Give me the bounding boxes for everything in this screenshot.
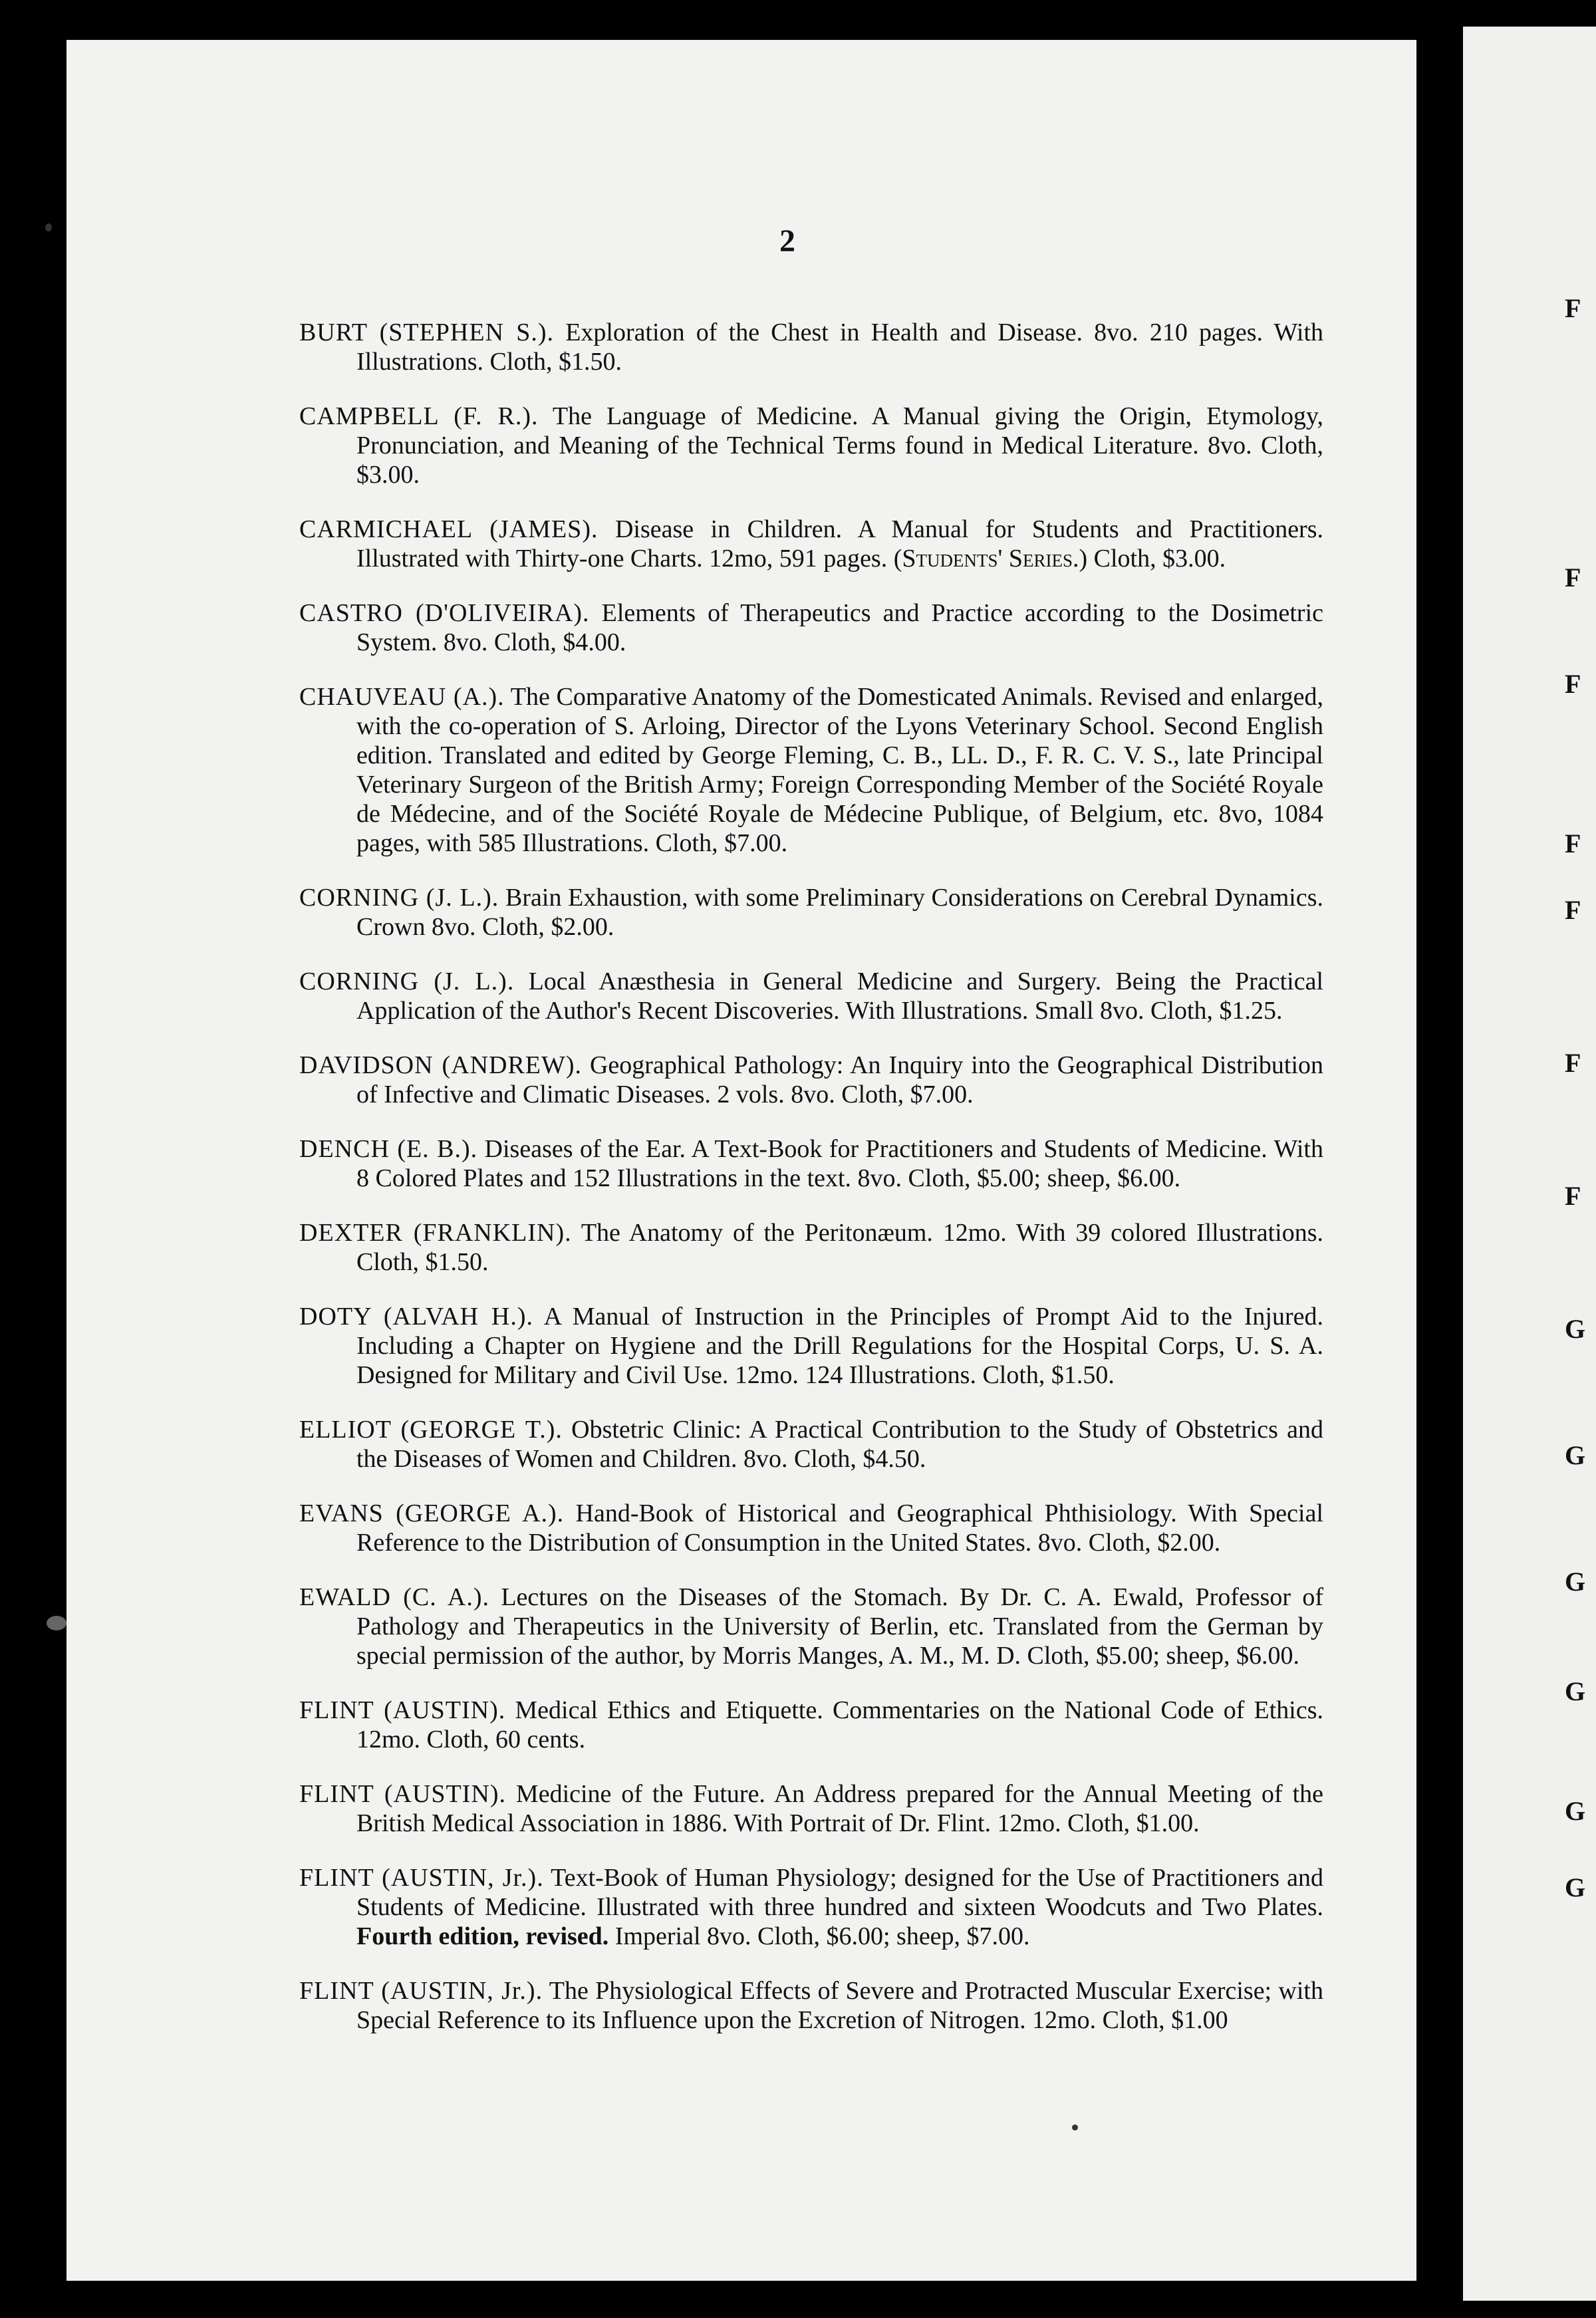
margin-letter: G [1565,1567,1586,1597]
margin-letter: G [1565,1796,1586,1826]
entry-text: Lectures on the Diseases of the Stomach. By Dr. C. A. Ewald, Professor of Pathology and Therapeutics in the University of Berlin, etc. Translated from the German by special permission of the author, by Morris Manges, A. M., M. D. Cloth, $5.00; sheep, $6.00. [356,1583,1323,1670]
entry-author: CHAUVEAU (A.). [299,683,505,711]
entry-text: Medicine of the Future. An Address prepared for the Annual Meeting of the British Medical Association in 1886. With Portrait of Dr. Flint. 12mo. Cloth, $1.00. [356,1780,1323,1837]
entry [299,1976,1323,2035]
entry-text: Obstetric Clinic: A Practical Contribution to the Study of Obstetrics and the Diseases of Women and Children. 8vo. Cloth, $4.50. [356,1416,1323,1473]
margin-letter: F [1565,895,1581,925]
entry-author: FLINT (AUSTIN, Jr.). [299,1977,543,2005]
margin-letter: F [1565,1048,1581,1078]
entry-edition: Fourth edition, revised. [356,1922,609,1950]
margin-letter: F [1565,669,1581,699]
entry-text: A Manual of Instruction in the Principles of Prompt Aid to the Injured. Including a Chapter on Hygiene and the Drill Regulations for the Hospital Corps, U. S. A. Designed for Military and Civil Use. 12mo. 124 Illustrations. Cloth, $1.50. [356,1303,1323,1389]
margin-letter: G [1565,1314,1586,1344]
entry-series: (Students' Series.) [893,545,1088,573]
scan-speck [1072,2125,1078,2130]
entry [299,967,1323,1025]
entry-text-after: Cloth, $3.00. [1093,545,1226,573]
margin-letter: F [1565,1181,1581,1211]
scan-speck [47,1616,66,1630]
entry-author: DENCH (E. B.). [299,1135,478,1163]
entry-author: DOTY (ALVAH H.). [299,1303,533,1331]
entry-text-after: Imperial 8vo. Cloth, $6.00; sheep, $7.00. [614,1922,1030,1950]
entry-text: Geographical Pathology: An Inquiry into the Geographical Distribution of Infective and Climatic Diseases. 2 vols. 8vo. Cloth, $7.00. [356,1051,1323,1108]
entry-author: CARMICHAEL (JAMES). [299,515,598,543]
entry [299,1302,1323,1390]
entry-author: DEXTER (FRANKLIN). [299,1219,572,1247]
entry-text: Diseases of the Ear. A Text-Book for Practitioners and Students of Medicine. With 8 Colored Plates and 152 Illustrations in the text. 8vo. Cloth, $5.00; sheep, $6.00. [356,1135,1323,1192]
entry [299,598,1323,657]
entry-author: ELLIOT (GEORGE T.). [299,1416,563,1444]
entry-text: Exploration of the Chest in Health and Disease. 8vo. 210 pages. With Illustrations. Cloth, $1.50. [356,319,1324,376]
entry-text: The Physiological Effects of Severe and Protracted Muscular Exercise; with Special Reference to its Influence upon the Excretion of Nitrogen. 12mo. Cloth, $1.00 [356,1977,1323,2034]
catalogue-entries [299,293,1323,2041]
margin-letter: F [1565,829,1581,858]
entry [299,1218,1323,1277]
margin-letter: F [1565,563,1581,592]
entry-author: CORNING (J. L.). [299,884,499,912]
page-number: 2 [779,223,795,259]
entry [299,1051,1323,1109]
entry-text: Brain Exhaustion, with some Preliminary Considerations on Cerebral Dynamics. Crown 8vo. Cloth, $2.00. [356,884,1323,941]
entry-text: Text-Book of Human Physiology; designed for the Use of Practitioners and Students of Medicine. Illustrated with three hundred and sixteen Woodcuts and Two Plates. [356,1864,1323,1921]
entry-text: The Anatomy of the Peritonæum. 12mo. With 39 colored Illustrations. Cloth, $1.50. [356,1219,1323,1276]
entry [299,1779,1323,1838]
gutter [1423,27,1436,2301]
entry-author: CASTRO (D'OLIVEIRA). [299,599,590,627]
entry [299,515,1323,573]
entry [299,1696,1323,1754]
entry-author: DAVIDSON (ANDREW). [299,1051,583,1079]
entry-author: FLINT (AUSTIN). [299,1780,507,1808]
entry [299,318,1323,376]
entry [299,1499,1323,1557]
entry-text: Hand-Book of Historical and Geographical Phthisiology. With Special Reference to the Distribution of Consumption in the United States. 8vo. Cloth, $2.00. [356,1499,1323,1557]
margin-letter: G [1565,1872,1586,1902]
entry-author: FLINT (AUSTIN). [299,1696,506,1724]
entry-author: EWALD (C. A.). [299,1583,490,1611]
entry-text: The Language of Medicine. A Manual giving the Origin, Etymology, Pronunciation, and Meaning of the Technical Terms found in Medical Literature. 8vo. Cloth, $3.00. [356,402,1323,489]
entry [299,402,1323,489]
entry-text: Local Anæsthesia in General Medicine and Surgery. Being the Practical Application of the Author's Recent Discoveries. With Illustrations. Small 8vo. Cloth, $1.25. [356,967,1323,1025]
entry-author: EVANS (GEORGE A.). [299,1499,565,1527]
next-page-edge [1463,27,1596,2301]
entry-text: Medical Ethics and Etiquette. Commentaries on the National Code of Ethics. 12mo. Cloth, 60 cents. [356,1696,1324,1753]
entry-text: Elements of Therapeutics and Practice according to the Dosimetric System. 8vo. Cloth, $4.00. [356,599,1324,656]
entry [299,1583,1323,1670]
entry-author: CAMPBELL (F. R.). [299,402,539,430]
entry [299,1134,1323,1193]
entry-text: Disease in Children. A Manual for Students and Practitioners. Illustrated with Thirty-one Charts. 12mo, 591 pages. [356,515,1323,573]
entry [299,1863,1323,1951]
entry [299,682,1323,858]
entry [299,883,1323,942]
entry-author: BURT (STEPHEN S.). [299,319,554,346]
margin-letter: G [1565,1440,1586,1470]
scan-speck [45,223,52,231]
margin-letter: G [1565,1676,1586,1706]
entry [299,1415,1323,1474]
entry-text: The Comparative Anatomy of the Domesticated Animals. Revised and enlarged, with the co-operation of S. Arloing, Director of the Lyons Veterinary School. Second English edition. Translated and edited by George Fleming, C. B., LL. D., F. R. C. V. S., late Principal Veterinary Surgeon of the British Army; Foreign Corresponding Member of the Société Royale de Médecine, and of the Société Royale de Médecine Publique, of Belgium, etc. 8vo, 1084 pages, with 585 Illustrations. Cloth, $7.00. [356,683,1323,857]
entry-author: CORNING (J. L.). [299,967,515,995]
entry-author: FLINT (AUSTIN, Jr.). [299,1864,544,1892]
margin-letter: F [1565,293,1581,323]
